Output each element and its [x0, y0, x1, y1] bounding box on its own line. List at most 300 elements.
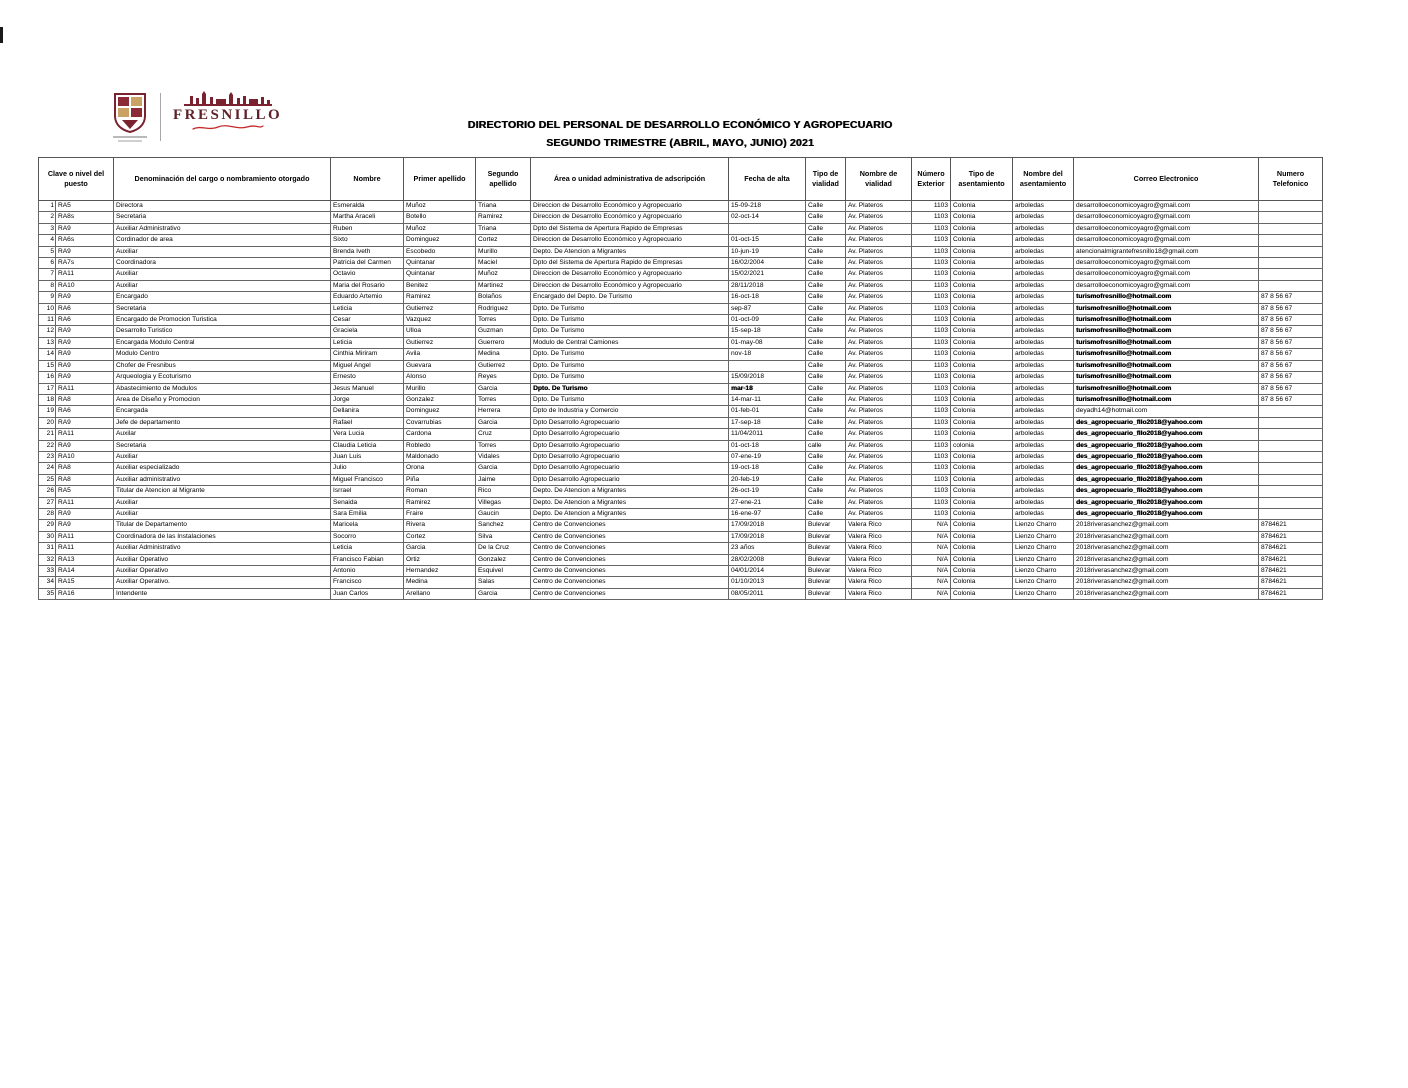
table-cell: Direccion de Desarrollo Económico y Agropecuario	[531, 269, 729, 280]
table-body	[39, 201, 1323, 600]
table-cell: Dpto Desarrollo Agropecuario	[531, 474, 729, 485]
table-cell: RA9	[56, 246, 114, 257]
table-cell: Orona	[404, 463, 476, 474]
table-cell: Colonia	[951, 292, 1013, 303]
table-cell: Av. Plateros	[846, 474, 912, 485]
table-cell	[1259, 463, 1323, 474]
table-cell	[1259, 440, 1323, 451]
column-header: Segundo apellido	[476, 158, 531, 201]
table-cell: RA15	[56, 577, 114, 588]
table-cell: Av. Plateros	[846, 394, 912, 405]
table-cell: Colonia	[951, 326, 1013, 337]
table-cell: 1103	[912, 246, 951, 257]
table-cell: 1103	[912, 223, 951, 234]
table-cell: Colonia	[951, 566, 1013, 577]
table-cell: Colonia	[951, 577, 1013, 588]
table-cell: Colonia	[951, 223, 1013, 234]
table-cell: Murillo	[404, 383, 476, 394]
table-cell: Av. Plateros	[846, 417, 912, 428]
table-cell: Colonia	[951, 337, 1013, 348]
table-cell: Av. Plateros	[846, 201, 912, 212]
table-cell: arboledas	[1013, 440, 1074, 451]
table-row	[39, 406, 1323, 417]
table-cell: Muñoz	[476, 269, 531, 280]
table-cell: Av. Plateros	[846, 212, 912, 223]
table-cell: 1103	[912, 440, 951, 451]
table-cell: 19	[39, 406, 56, 417]
brand-wordmark: FRESNILLO	[173, 107, 283, 123]
table-cell: Rodriguez	[476, 303, 531, 314]
table-cell: Garcia	[476, 463, 531, 474]
table-cell: Calle	[806, 497, 846, 508]
table-cell: 87 8 56 67	[1259, 315, 1323, 326]
table-cell: Av. Plateros	[846, 360, 912, 371]
column-header: Primer apellido	[404, 158, 476, 201]
table-cell: Colonia	[951, 394, 1013, 405]
table-cell: Gonzalez	[404, 394, 476, 405]
table-cell: 1103	[912, 201, 951, 212]
table-cell: colonia	[951, 440, 1013, 451]
table-row	[39, 394, 1323, 405]
table-cell: 1103	[912, 474, 951, 485]
table-cell: Bulevar	[806, 543, 846, 554]
table-cell: Juan Luis	[331, 451, 404, 462]
table-cell: 11	[39, 315, 56, 326]
table-cell: Valera Rico	[846, 531, 912, 542]
table-row	[39, 474, 1323, 485]
table-row	[39, 372, 1323, 383]
table-cell: Graciela	[331, 326, 404, 337]
table-cell: 20-feb-19	[729, 474, 806, 485]
table-cell: Colonia	[951, 349, 1013, 360]
table-cell: 1103	[912, 406, 951, 417]
table-cell: 16-oct-18	[729, 292, 806, 303]
table-cell: 02-oct-14	[729, 212, 806, 223]
table-cell: 87 8 56 67	[1259, 326, 1323, 337]
table-cell: Colonia	[951, 280, 1013, 291]
table-cell: Dpto. De Turismo	[531, 383, 729, 394]
table-cell: Dpto del Sistema de Apertura Rapido de Empresas	[531, 258, 729, 269]
table-cell: 2018riverasanchez@gmail.com	[1074, 520, 1259, 531]
table-cell: Colonia	[951, 269, 1013, 280]
table-cell: Gutierrez	[404, 337, 476, 348]
table-cell: Lienzo Charro	[1013, 588, 1074, 599]
table-cell	[1259, 406, 1323, 417]
table-row	[39, 280, 1323, 291]
table-cell: Gutierrez	[476, 360, 531, 371]
table-cell: Auxiliar	[114, 246, 331, 257]
table-cell	[1259, 223, 1323, 234]
table-cell: Av. Plateros	[846, 280, 912, 291]
table-cell: Auxiliar	[114, 497, 331, 508]
table-cell: arboledas	[1013, 212, 1074, 223]
table-cell: des_agropecuario_fllo2018@yahoo.com	[1074, 497, 1259, 508]
table-cell: Av. Plateros	[846, 429, 912, 440]
table-cell: arboledas	[1013, 360, 1074, 371]
table-cell: 08/05/2011	[729, 588, 806, 599]
table-cell: 1103	[912, 508, 951, 519]
table-row	[39, 212, 1323, 223]
table-cell: RA11	[56, 497, 114, 508]
table-cell: Cortez	[404, 531, 476, 542]
table-cell: RA13	[56, 554, 114, 565]
table-cell: 07-ene-19	[729, 451, 806, 462]
table-cell: Calle	[806, 292, 846, 303]
table-cell: Calle	[806, 360, 846, 371]
table-cell: Encargada	[114, 406, 331, 417]
table-cell: Dominguez	[404, 406, 476, 417]
table-cell: Dpto. De Turismo	[531, 303, 729, 314]
column-header: Nombre del asentamiento	[1013, 158, 1074, 201]
table-cell: Garcia	[404, 543, 476, 554]
table-cell: Secretaria	[114, 440, 331, 451]
table-cell: turismofresnillo@hotmail.com	[1074, 383, 1259, 394]
table-cell: Escobedo	[404, 246, 476, 257]
table-cell: Sara Emilia	[331, 508, 404, 519]
table-cell: RA10	[56, 451, 114, 462]
table-cell: Auxiliar administrativo	[114, 474, 331, 485]
table-cell: Dpto. De Turismo	[531, 326, 729, 337]
table-cell: Colonia	[951, 258, 1013, 269]
table-cell: 16	[39, 372, 56, 383]
table-cell: mar-18	[729, 383, 806, 394]
table-cell: Colonia	[951, 212, 1013, 223]
table-cell: Colonia	[951, 360, 1013, 371]
table-row	[39, 429, 1323, 440]
table-cell: 2018riverasanchez@gmail.com	[1074, 554, 1259, 565]
table-cell: des_agropecuario_fllo2018@yahoo.com	[1074, 508, 1259, 519]
table-cell: arboledas	[1013, 508, 1074, 519]
table-cell: 23 años	[729, 543, 806, 554]
table-cell: Martinez	[476, 280, 531, 291]
table-cell: Colonia	[951, 406, 1013, 417]
table-cell: Calle	[806, 223, 846, 234]
table-cell: Medina	[404, 577, 476, 588]
table-cell: arboledas	[1013, 474, 1074, 485]
table-cell	[1259, 429, 1323, 440]
table-cell: Valera Rico	[846, 554, 912, 565]
table-cell: 14-mar-11	[729, 394, 806, 405]
table-row	[39, 577, 1323, 588]
table-cell: Av. Plateros	[846, 223, 912, 234]
table-cell	[1259, 280, 1323, 291]
table-cell: Centro de Convenciones	[531, 531, 729, 542]
table-cell: RA9	[56, 349, 114, 360]
table-cell: Miguel Angel	[331, 360, 404, 371]
table-cell: Av. Plateros	[846, 463, 912, 474]
table-cell: Ruben	[331, 223, 404, 234]
table-cell: Av. Plateros	[846, 497, 912, 508]
table-cell: 11/04/2011	[729, 429, 806, 440]
table-cell: Valera Rico	[846, 588, 912, 599]
table-cell: Av. Plateros	[846, 315, 912, 326]
table-cell: 15	[39, 360, 56, 371]
table-row	[39, 554, 1323, 565]
table-cell: 12	[39, 326, 56, 337]
table-cell	[1259, 497, 1323, 508]
table-cell: 1103	[912, 497, 951, 508]
table-cell: Secretaria	[114, 303, 331, 314]
table-cell: Dpto de Industria y Comercio	[531, 406, 729, 417]
table-cell: arboledas	[1013, 280, 1074, 291]
table-cell: Eduardo Artemio	[331, 292, 404, 303]
table-cell: Centro de Convenciones	[531, 520, 729, 531]
table-cell: 04/01/2014	[729, 566, 806, 577]
table-cell: des_agropecuario_fllo2018@yahoo.com	[1074, 463, 1259, 474]
table-cell: RA9	[56, 292, 114, 303]
table-cell: Colonia	[951, 554, 1013, 565]
directory-table	[38, 157, 1323, 600]
table-cell	[1259, 201, 1323, 212]
table-cell: Reyes	[476, 372, 531, 383]
table-cell: turismofresnillo@hotmail.com	[1074, 372, 1259, 383]
table-cell: Torres	[476, 394, 531, 405]
column-header: Nombre	[331, 158, 404, 201]
table-cell: Colonia	[951, 520, 1013, 531]
table-cell: 87 8 56 67	[1259, 337, 1323, 348]
table-cell: 1103	[912, 212, 951, 223]
table-cell: Coordinadora	[114, 258, 331, 269]
table-cell: Rafael	[331, 417, 404, 428]
table-cell: Av. Plateros	[846, 303, 912, 314]
table-cell: Calle	[806, 246, 846, 257]
table-cell: 10	[39, 303, 56, 314]
table-cell: 21	[39, 429, 56, 440]
table-cell: 87 8 56 67	[1259, 292, 1323, 303]
table-cell: Dominguez	[404, 235, 476, 246]
table-cell: Calle	[806, 417, 846, 428]
table-cell: Auxiliar	[114, 508, 331, 519]
table-cell: arboledas	[1013, 269, 1074, 280]
table-row	[39, 463, 1323, 474]
table-cell: Rivera	[404, 520, 476, 531]
table-cell: 1	[39, 201, 56, 212]
table-cell: Coordinadora de las Instalaciones	[114, 531, 331, 542]
table-cell: Valera Rico	[846, 577, 912, 588]
table-cell: 8	[39, 280, 56, 291]
table-row	[39, 201, 1323, 212]
table-row	[39, 566, 1323, 577]
column-header: Numero Telefonico	[1259, 158, 1323, 201]
table-cell: RA9	[56, 440, 114, 451]
table-cell: N/A	[912, 577, 951, 588]
table-cell: Titular de Departamento	[114, 520, 331, 531]
table-row	[39, 383, 1323, 394]
table-cell: Calle	[806, 383, 846, 394]
table-cell: Depto. De Atencion a Migrantes	[531, 246, 729, 257]
table-cell: 2	[39, 212, 56, 223]
table-cell: Muñoz	[404, 201, 476, 212]
table-cell: Maria del Rosario	[331, 280, 404, 291]
table-cell: turismofresnillo@hotmail.com	[1074, 303, 1259, 314]
table-cell: RA9	[56, 417, 114, 428]
table-cell: Guevara	[404, 360, 476, 371]
table-cell: 87 8 56 67	[1259, 372, 1323, 383]
table-cell: Colonia	[951, 303, 1013, 314]
table-row	[39, 451, 1323, 462]
table-cell: Leticia	[331, 337, 404, 348]
table-cell: 19-oct-18	[729, 463, 806, 474]
table-cell	[1259, 451, 1323, 462]
table-cell: arboledas	[1013, 451, 1074, 462]
table-cell: N/A	[912, 566, 951, 577]
table-cell: 16-ene-97	[729, 508, 806, 519]
table-cell	[1259, 269, 1323, 280]
table-cell: 33	[39, 566, 56, 577]
table-cell: RA9	[56, 337, 114, 348]
table-cell: 25	[39, 474, 56, 485]
table-cell: atencionalmigrantefresnillo18@gmail.com	[1074, 246, 1259, 257]
table-cell	[1259, 258, 1323, 269]
table-cell: 01-may-08	[729, 337, 806, 348]
table-cell: RA9	[56, 508, 114, 519]
table-cell: arboledas	[1013, 463, 1074, 474]
table-cell: turismofresnillo@hotmail.com	[1074, 337, 1259, 348]
table-cell: RA6	[56, 315, 114, 326]
table-cell: Direccion de Desarrollo Económico y Agropecuario	[531, 280, 729, 291]
table-row	[39, 303, 1323, 314]
table-cell: RA5	[56, 486, 114, 497]
table-cell: Encargado de Promocion Turistica	[114, 315, 331, 326]
table-cell: Vera Lucia	[331, 429, 404, 440]
table-cell: Cardona	[404, 429, 476, 440]
table-cell: Triana	[476, 223, 531, 234]
table-cell: 17/09/2018	[729, 520, 806, 531]
table-cell: 8784621	[1259, 588, 1323, 599]
table-cell: 28/11/2018	[729, 280, 806, 291]
table-cell: Av. Plateros	[846, 451, 912, 462]
table-cell: Guzman	[476, 326, 531, 337]
table-cell: 1103	[912, 463, 951, 474]
table-cell: 87 8 56 67	[1259, 360, 1323, 371]
table-cell: RA8	[56, 463, 114, 474]
table-cell: 3	[39, 223, 56, 234]
table-cell: Lienzo Charro	[1013, 566, 1074, 577]
table-cell: 18	[39, 394, 56, 405]
table-cell: 2018riverasanchez@gmail.com	[1074, 566, 1259, 577]
table-cell: RA11	[56, 269, 114, 280]
table-cell: Encargado	[114, 292, 331, 303]
table-cell: 1103	[912, 349, 951, 360]
table-cell: Calle	[806, 315, 846, 326]
table-cell: 15/02/2021	[729, 269, 806, 280]
buildings-icon	[182, 91, 274, 107]
table-cell: 1103	[912, 383, 951, 394]
table-cell: 2018riverasanchez@gmail.com	[1074, 588, 1259, 599]
table-cell: Calle	[806, 508, 846, 519]
table-cell: 1103	[912, 292, 951, 303]
table-cell	[1259, 212, 1323, 223]
table-cell: Silva	[476, 531, 531, 542]
table-cell: RA10	[56, 280, 114, 291]
table-cell: Triana	[476, 201, 531, 212]
table-cell: 17	[39, 383, 56, 394]
table-cell: Arqueologia y Ecoturismo	[114, 372, 331, 383]
table-cell: Calle	[806, 463, 846, 474]
table-cell: 87 8 56 67	[1259, 394, 1323, 405]
table-cell: nov-18	[729, 349, 806, 360]
table-cell: turismofresnillo@hotmail.com	[1074, 315, 1259, 326]
table-cell: 2018riverasanchez@gmail.com	[1074, 577, 1259, 588]
table-cell: Centro de Convenciones	[531, 554, 729, 565]
table-cell: Bulevar	[806, 531, 846, 542]
table-cell: Dpto Desarrollo Agropecuario	[531, 417, 729, 428]
table-cell: 1103	[912, 417, 951, 428]
table-cell: Dpto. De Turismo	[531, 360, 729, 371]
table-cell: Gonzalez	[476, 554, 531, 565]
table-cell: Garcia	[476, 417, 531, 428]
table-row	[39, 531, 1323, 542]
table-cell: Arellano	[404, 588, 476, 599]
table-cell: des_agropecuario_fllo2018@yahoo.com	[1074, 429, 1259, 440]
table-cell: 1103	[912, 326, 951, 337]
table-cell: turismofresnillo@hotmail.com	[1074, 349, 1259, 360]
table-cell: Auxiliar	[114, 451, 331, 462]
table-cell: RA8	[56, 474, 114, 485]
table-cell: Claudia Leticia	[331, 440, 404, 451]
table-cell: turismofresnillo@hotmail.com	[1074, 292, 1259, 303]
table-cell: Colonia	[951, 246, 1013, 257]
table-cell: Ramirez	[404, 497, 476, 508]
table-cell: Bulevar	[806, 577, 846, 588]
table-cell: Colonia	[951, 497, 1013, 508]
table-cell: des_agropecuario_fllo2018@yahoo.com	[1074, 451, 1259, 462]
table-cell: Ramirez	[404, 292, 476, 303]
table-cell: Calle	[806, 269, 846, 280]
table-cell: Av. Plateros	[846, 440, 912, 451]
document-title-line2: SEGUNDO TRIMESTRE (ABRIL, MAYO, JUNIO) 2021	[546, 137, 814, 149]
table-cell: Piña	[404, 474, 476, 485]
table-cell: Garcia	[476, 588, 531, 599]
table-cell: Ulloa	[404, 326, 476, 337]
table-cell: Robledo	[404, 440, 476, 451]
table-cell: arboledas	[1013, 429, 1074, 440]
table-cell: arboledas	[1013, 417, 1074, 428]
table-row	[39, 486, 1323, 497]
table-cell: Calle	[806, 394, 846, 405]
table-cell: Colonia	[951, 383, 1013, 394]
table-cell: arboledas	[1013, 235, 1074, 246]
table-cell: Colonia	[951, 235, 1013, 246]
column-header: Fecha de alta	[729, 158, 806, 201]
table-cell: RA9	[56, 326, 114, 337]
table-cell: Auxiliar Operativo	[114, 554, 331, 565]
table-cell: Dpto Desarrollo Agropecuario	[531, 429, 729, 440]
table-cell: RA9	[56, 360, 114, 371]
table-cell: Martha Araceli	[331, 212, 404, 223]
table-cell: Calle	[806, 280, 846, 291]
table-cell: 9	[39, 292, 56, 303]
table-cell: 23	[39, 451, 56, 462]
table-cell: Lienzo Charro	[1013, 554, 1074, 565]
table-cell: 01-oct-18	[729, 440, 806, 451]
table-cell	[1259, 417, 1323, 428]
table-cell: N/A	[912, 554, 951, 565]
table-cell: Jorge	[331, 394, 404, 405]
table-cell: Calle	[806, 372, 846, 383]
table-cell: Esmeralda	[331, 201, 404, 212]
column-header: Denominación del cargo o nombramiento otorgado	[114, 158, 331, 201]
table-cell: turismofresnillo@hotmail.com	[1074, 360, 1259, 371]
column-header: Clave o nivel del puesto	[39, 158, 114, 201]
table-cell: N/A	[912, 520, 951, 531]
table-cell: RA7s	[56, 258, 114, 269]
table-cell	[1259, 486, 1323, 497]
table-cell: Centro de Convenciones	[531, 543, 729, 554]
table-cell: 4	[39, 235, 56, 246]
table-row	[39, 543, 1323, 554]
table-cell: Calle	[806, 212, 846, 223]
